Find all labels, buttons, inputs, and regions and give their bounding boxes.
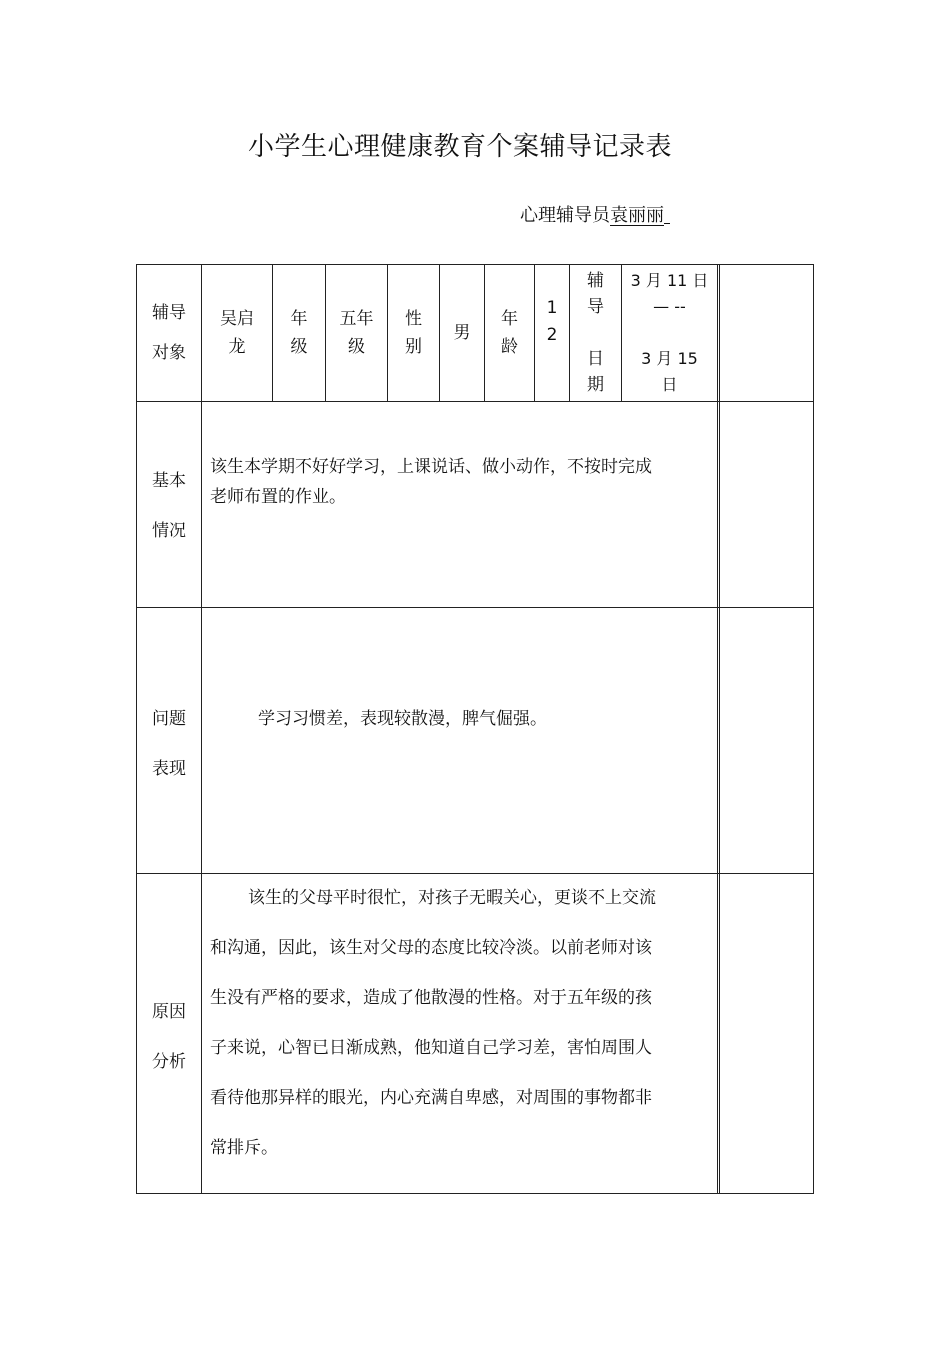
analysis-line: 子来说，心智已日渐成熟，他知道自己学习差，害怕周围人 — [210, 1038, 652, 1058]
age-value: 1 2 — [546, 298, 558, 345]
counselor-underline — [664, 205, 670, 224]
basic-line: 该生本学期不好好学习，上课说话、做小动作，不按时完成 — [210, 457, 652, 477]
col-divider-right-2 — [719, 264, 720, 1194]
student-name: 吴启 龙 — [220, 308, 254, 357]
record-table — [136, 264, 814, 1194]
analysis-label: 原因 分析 — [152, 1002, 186, 1072]
analysis-line: 和沟通，因此，该生对父母的态度比较冷淡。以前老师对该 — [210, 938, 652, 958]
basic-line: 老师布置的作业。 — [210, 487, 346, 507]
counselor-name: 袁丽丽 — [610, 205, 664, 226]
date-label: 辅 导 日 期 — [587, 270, 604, 395]
gender-value: 男 — [453, 322, 471, 343]
table-border-bottom — [136, 1193, 814, 1194]
counselor-line — [520, 201, 670, 227]
analysis-line: 生没有严格的要求，造成了他散漫的性格。对于五年级的孩 — [210, 988, 652, 1008]
analysis-line: 看待他那异样的眼光，内心充满自卑感，对周围的事物都非 — [210, 1088, 652, 1108]
grade-label: 年 级 — [290, 308, 308, 357]
analysis-line: 该生的父母平时很忙，对孩子无暇关心，更谈不上交流 — [248, 888, 656, 908]
col-divider-right-1 — [717, 264, 718, 1194]
analysis-line: 常排斥。 — [210, 1138, 278, 1158]
counselor-label: 心理辅导员 — [520, 205, 610, 226]
analysis-content — [210, 873, 715, 1173]
document-title: 小学生心理健康教育个案辅导记录表 — [247, 132, 672, 162]
row-divider-1 — [136, 401, 814, 402]
row-divider-2 — [136, 607, 814, 608]
grade-value: 五年 级 — [339, 308, 374, 357]
basic-content — [210, 452, 710, 512]
table-border-right — [813, 264, 814, 1194]
date-value: 3 月 11 日 — -- 3 月 15 日 — [630, 270, 709, 394]
problem-label: 问题 表现 — [152, 709, 186, 779]
target-label: 辅导 对象 — [152, 303, 186, 363]
basic-label: 基本 情况 — [152, 471, 186, 541]
col-divider-label — [201, 264, 202, 1194]
age-label: 年 龄 — [501, 308, 518, 357]
problem-content: 学习习惯差，表现较散漫，脾气倔强。 — [258, 709, 547, 729]
gender-label: 性 别 — [405, 308, 422, 357]
